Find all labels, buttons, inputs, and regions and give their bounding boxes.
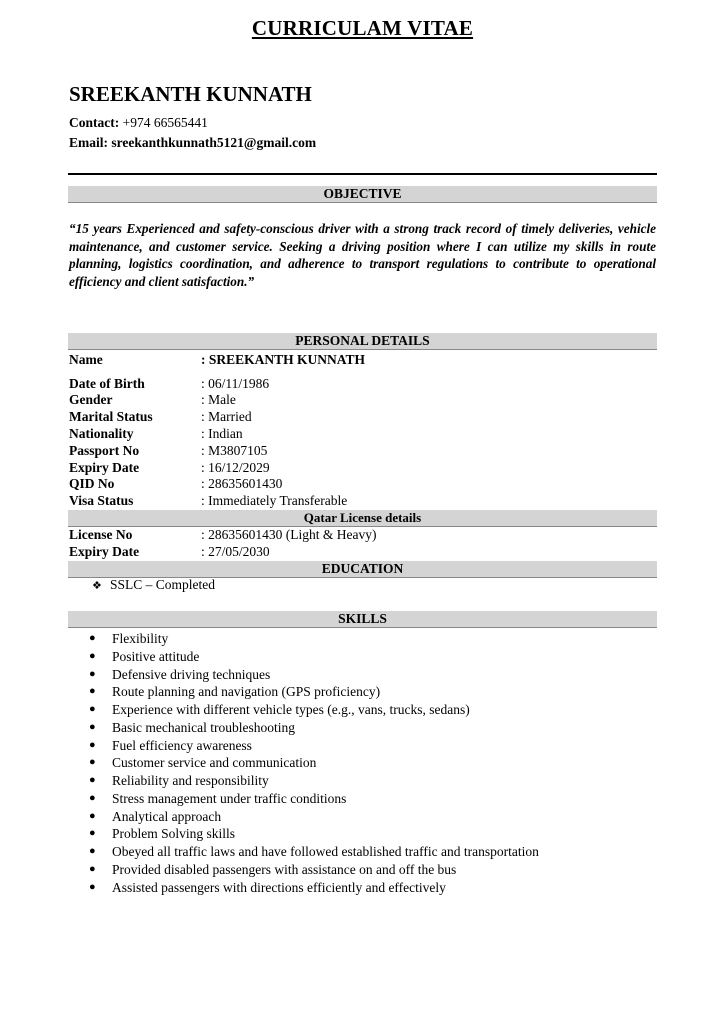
personal-details-heading: PERSONAL DETAILS [68, 333, 657, 350]
bullet-icon: ● [89, 791, 96, 804]
skill-text: Provided disabled passengers with assistance on and off the bus [112, 861, 457, 877]
personal-value: : Married [201, 409, 252, 424]
bullet-icon: ● [89, 862, 96, 875]
skill-item [68, 719, 539, 737]
skills-list [68, 630, 539, 896]
bullet-icon: ● [89, 649, 96, 662]
document-title: CURRICULAM VITAE [251, 16, 474, 40]
skill-item [68, 861, 539, 879]
contact-value: +974 66565441 [122, 115, 208, 130]
personal-value: : Immediately Transferable [201, 493, 348, 508]
education-item [92, 577, 215, 593]
bullet-icon: ● [89, 756, 96, 769]
skill-text: Reliability and responsibility [112, 773, 269, 788]
skill-text: Obeyed all traffic laws and have followed established traffic and transportation [112, 844, 539, 859]
bullet-icon: ● [89, 845, 96, 857]
email-label: Email: [69, 135, 108, 150]
bullet-icon: ● [89, 774, 96, 786]
personal-value: : 16/12/2029 [201, 460, 270, 475]
contact-line [69, 115, 208, 131]
skill-text: Positive attitude [112, 648, 200, 664]
skill-item [68, 683, 539, 701]
personal-value: : Indian [201, 426, 243, 441]
personal-value: : 06/11/1986 [201, 376, 270, 391]
skill-item [68, 648, 539, 666]
personal-label: Marital Status [69, 409, 153, 424]
skill-item [68, 630, 539, 648]
objective-text: “15 years Experienced and safety-conscious driver with a strong track record of timely deliveries, vehicle maintenance, and customer service. Seeking a driving position where I can utilize my skills in route planning, logistics coordination, and adherence to transport regulations to contribute to operational efficiency and client satisfaction.” [69, 221, 656, 289]
candidate-name: SREEKANTH KUNNATH [69, 82, 312, 106]
personal-label: Gender [69, 392, 113, 407]
skill-text: Fuel efficiency awareness [112, 737, 252, 753]
bullet-icon: ● [89, 720, 96, 733]
personal-label: Passport No [69, 443, 140, 458]
bullet-icon: ● [89, 738, 96, 751]
skill-item [68, 666, 539, 684]
personal-value: : SREEKANTH KUNNATH [201, 352, 366, 367]
skill-item [68, 808, 539, 826]
bullet-icon: ● [89, 667, 96, 680]
header-divider [68, 173, 657, 175]
education-heading: EDUCATION [68, 561, 657, 578]
education-item-text: SSLC – Completed [110, 577, 216, 592]
personal-value: : Male [201, 392, 236, 407]
skill-text: Defensive driving techniques [112, 666, 271, 682]
license-heading: Qatar License details [68, 510, 657, 527]
skill-text: Flexibility [112, 631, 169, 646]
personal-label: Name [69, 352, 103, 367]
personal-label: Date of Birth [69, 376, 145, 391]
skill-item [68, 772, 539, 790]
email-line [69, 135, 316, 151]
contact-label: Contact: [69, 115, 120, 130]
bullet-icon: ● [89, 703, 96, 715]
email-value: sreekanthkunnath5121@gmail.com [111, 135, 317, 150]
personal-value: : 28635601430 [201, 476, 283, 491]
skill-item [68, 790, 539, 808]
skill-text: Route planning and navigation (GPS proficiency) [112, 684, 381, 700]
skill-text: Stress management under traffic conditions [112, 790, 347, 806]
license-value: : 28635601430 (Light & Heavy) [201, 527, 377, 542]
skill-text: Customer service and communication [112, 755, 317, 771]
skill-item [68, 754, 539, 772]
objective-heading: OBJECTIVE [68, 186, 657, 203]
skill-text: Experience with different vehicle types (e.g., vans, trucks, sedans) [112, 702, 470, 717]
license-label: License No [69, 527, 133, 542]
bullet-icon: ● [89, 827, 96, 840]
skill-text: Basic mechanical troubleshooting [112, 719, 295, 735]
license-label: Expiry Date [69, 544, 140, 559]
skill-item [68, 879, 539, 897]
bullet-icon: ● [89, 685, 96, 698]
skill-text: Analytical approach [112, 808, 222, 824]
bullet-icon: ● [89, 632, 96, 644]
personal-value: : M3807105 [201, 443, 268, 458]
skill-item [68, 701, 539, 719]
skills-heading: SKILLS [68, 611, 657, 628]
license-value: : 27/05/2030 [201, 544, 270, 559]
diamond-bullet-icon: ❖ [92, 580, 102, 592]
skill-text: Assisted passengers with directions efficiently and effectively [112, 879, 446, 895]
personal-label: QID No [69, 476, 115, 491]
personal-label: Nationality [69, 426, 134, 441]
skill-text: Problem Solving skills [112, 826, 236, 842]
skill-item [68, 737, 539, 755]
personal-label: Visa Status [69, 493, 134, 508]
personal-label: Expiry Date [69, 460, 140, 475]
bullet-icon: ● [89, 880, 96, 893]
bullet-icon: ● [89, 809, 96, 822]
skill-item [68, 825, 539, 843]
skill-item [68, 843, 539, 861]
